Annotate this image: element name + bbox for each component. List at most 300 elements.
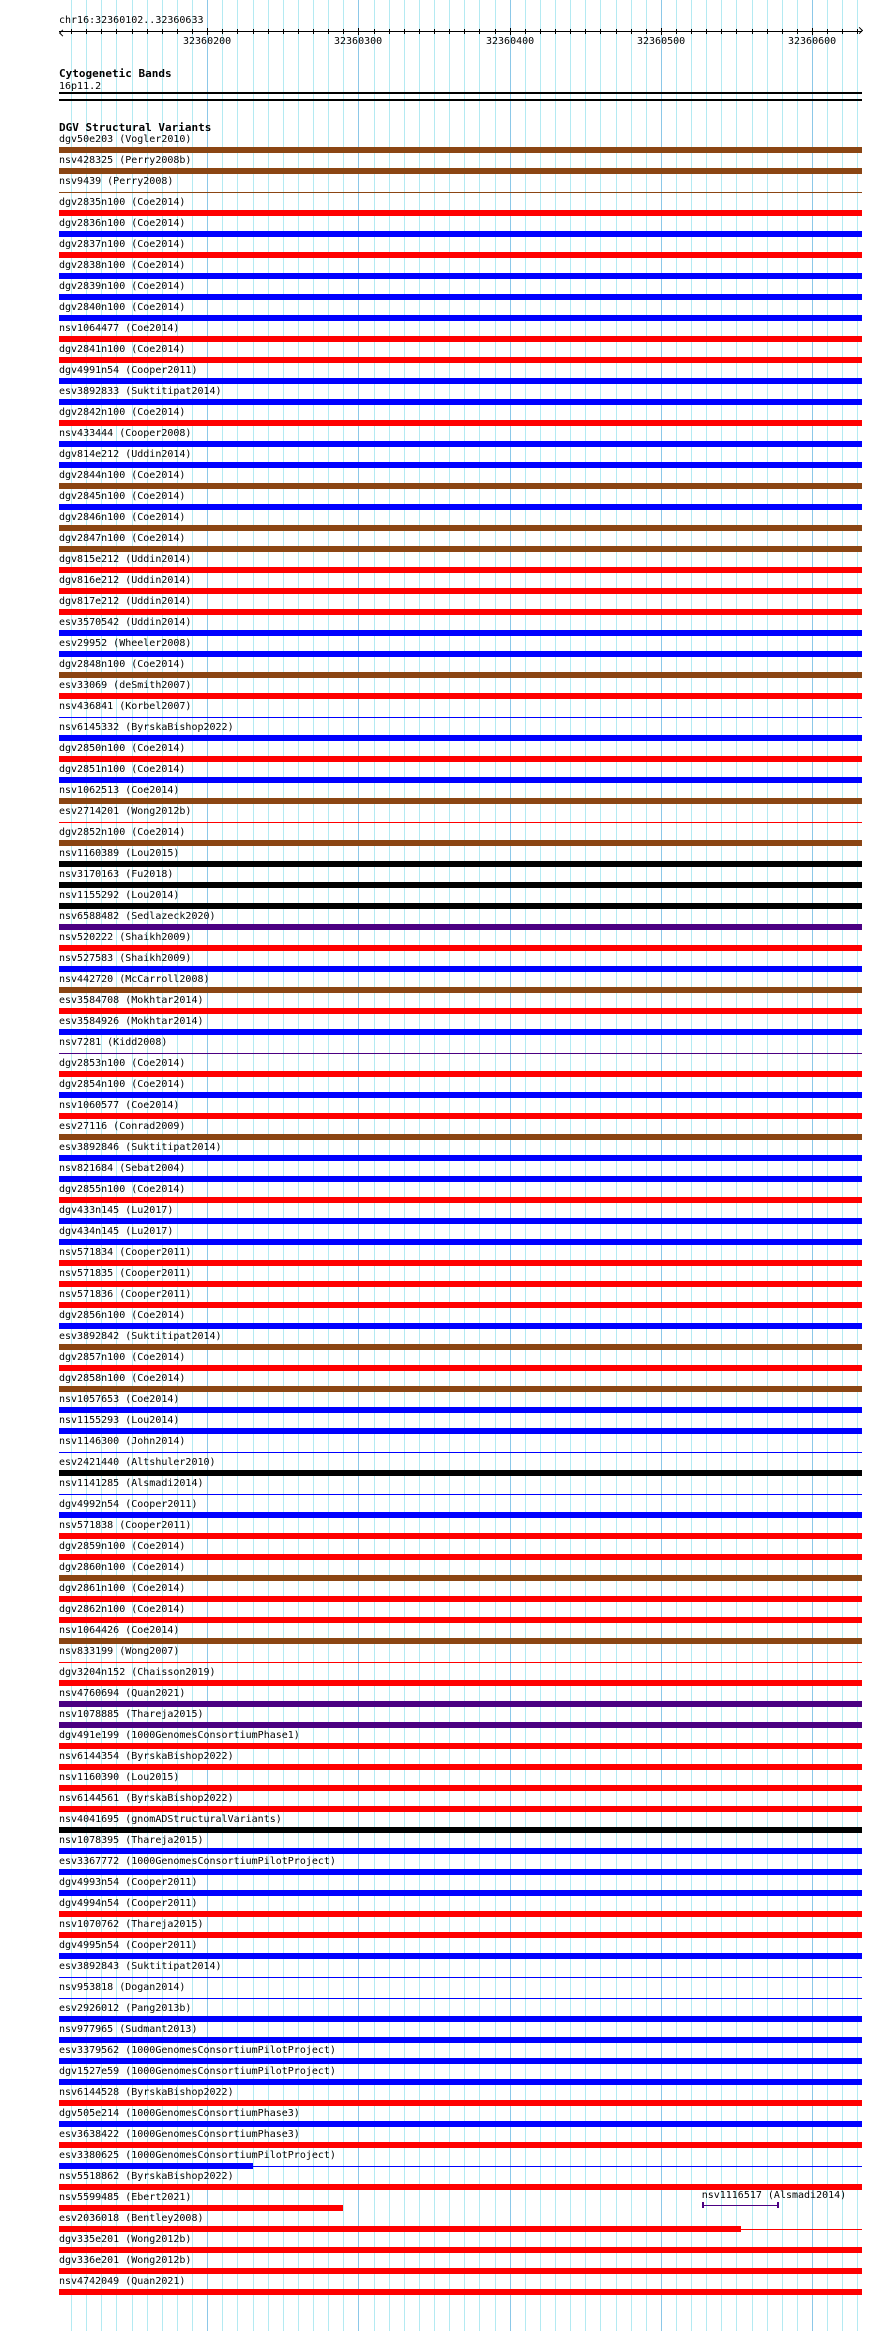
ruler-tick [434, 29, 435, 34]
feature-bar[interactable] [59, 1323, 862, 1329]
feature-bar[interactable] [59, 2163, 253, 2169]
feature-bar[interactable] [59, 588, 862, 594]
grid-line [721, 0, 722, 2331]
ruler-tick [283, 29, 284, 34]
feature-label[interactable]: nsv1064477 (Coe2014) [59, 323, 180, 334]
feature-label[interactable]: nsv6144528 (ByrskaBishop2022) [59, 2087, 234, 2098]
grid-line [782, 0, 783, 2331]
feature-bar[interactable] [59, 252, 862, 258]
feature-label[interactable]: nsv1078885 (Thareja2015) [59, 1709, 204, 1720]
feature-bar[interactable] [59, 231, 862, 237]
feature-label[interactable]: dgv434n145 (Lu2017) [59, 1226, 174, 1237]
feature-label[interactable]: dgv2839n100 (Coe2014) [59, 281, 186, 292]
feature-bar[interactable] [59, 1113, 862, 1119]
feature-label[interactable]: dgv2862n100 (Coe2014) [59, 1604, 186, 1615]
ruler-tick [116, 29, 117, 34]
ruler-tick [86, 29, 87, 34]
feature-label[interactable]: esv3638422 (1000GenomesConsortiumPhase3) [59, 2129, 300, 2140]
feature-bar[interactable] [59, 483, 862, 489]
feature-bar[interactable] [59, 1911, 862, 1917]
feature-label[interactable]: dgv2848n100 (Coe2014) [59, 659, 186, 670]
feature-label[interactable]: nsv1155292 (Lou2014) [59, 890, 180, 901]
feature-label[interactable]: nsv1064426 (Coe2014) [59, 1625, 180, 1636]
ruler-tick [752, 29, 753, 34]
feature-label[interactable]: dgv816e212 (Uddin2014) [59, 575, 192, 586]
feature-label[interactable]: nsv1060577 (Coe2014) [59, 1100, 180, 1111]
feature-bar[interactable] [59, 630, 862, 636]
feature-bar[interactable] [59, 357, 862, 363]
feature-bar[interactable] [59, 1428, 862, 1434]
feature-bar[interactable] [59, 399, 862, 405]
feature-bar[interactable] [59, 924, 862, 930]
feature-bar[interactable] [59, 1869, 862, 1875]
ruler-tick [464, 29, 465, 34]
feature-label[interactable]: esv3379562 (1000GenomesConsortiumPilotProject) [59, 2045, 336, 2056]
feature-label[interactable]: dgv4992n54 (Cooper2011) [59, 1499, 198, 1510]
feature-label[interactable]: nsv833199 (Wong2007) [59, 1646, 180, 1657]
feature-bar[interactable] [59, 1743, 862, 1749]
feature-label[interactable]: dgv2838n100 (Coe2014) [59, 260, 186, 271]
feature-label[interactable]: dgv336e201 (Wong2012b) [59, 2255, 192, 2266]
ruler-tick [132, 29, 133, 34]
feature-bar[interactable] [59, 273, 862, 279]
grid-line [797, 0, 798, 2331]
grid-line [600, 0, 601, 2331]
feature-label[interactable]: dgv815e212 (Uddin2014) [59, 554, 192, 565]
grid-line [616, 0, 617, 2331]
ruler-tick [857, 29, 858, 34]
feature-label[interactable]: nsv6588482 (Sedlazeck2020) [59, 911, 216, 922]
ruler-tick [540, 29, 541, 34]
grid-line [358, 0, 359, 2331]
feature-bar[interactable] [59, 861, 862, 867]
feature-bar[interactable] [59, 147, 862, 153]
feature-bar[interactable] [59, 336, 862, 342]
ruler-tick [253, 29, 254, 34]
ruler-tick [525, 29, 526, 34]
ruler-tick-label: 32360300 [334, 36, 383, 47]
feature-label[interactable]: nsv6144561 (ByrskaBishop2022) [59, 1793, 234, 1804]
grid-line [510, 0, 511, 2331]
feature-label[interactable]: dgv2840n100 (Coe2014) [59, 302, 186, 313]
feature-label[interactable]: nsv821684 (Sebat2004) [59, 1163, 186, 1174]
feature-bar[interactable] [59, 966, 862, 972]
feature-bar[interactable] [59, 1533, 862, 1539]
feature-bar[interactable] [59, 1092, 862, 1098]
grid-line [706, 0, 707, 2331]
feature-bar[interactable] [59, 903, 862, 909]
ruler-tick [797, 29, 798, 34]
grid-line [419, 0, 420, 2331]
ruler-tick-label: 32360600 [788, 36, 837, 47]
feature-cap [702, 2202, 704, 2208]
feature-bar[interactable] [59, 798, 862, 804]
feature-label[interactable]: nsv1070762 (Thareja2015) [59, 1919, 204, 1930]
feature-bar[interactable] [59, 1407, 862, 1413]
feature-label[interactable]: nsv571838 (Cooper2011) [59, 1520, 192, 1531]
grid-line [827, 0, 828, 2331]
ruler-tick [495, 29, 496, 34]
feature-label[interactable]: dgv2847n100 (Coe2014) [59, 533, 186, 544]
feature-label[interactable]: dgv2845n100 (Coe2014) [59, 491, 186, 502]
ruler-axis [59, 31, 862, 32]
feature-label[interactable]: dgv2852n100 (Coe2014) [59, 827, 186, 838]
feature-bar[interactable] [59, 1806, 862, 1812]
feature-label[interactable]: nsv953818 (Dogan2014) [59, 1982, 186, 1993]
feature-label[interactable]: nsv4742049 (Quan2021) [59, 2276, 186, 2287]
feature-label[interactable]: dgv4994n54 (Cooper2011) [59, 1898, 198, 1909]
ruler-tick [585, 29, 586, 34]
feature-bar[interactable] [59, 462, 862, 468]
feature-label[interactable]: nsv1160389 (Lou2015) [59, 848, 180, 859]
feature-bar[interactable] [59, 1977, 862, 1978]
grid-line [570, 0, 571, 2331]
ruler-tick [510, 28, 511, 35]
ruler-tick [600, 29, 601, 34]
feature-bar[interactable] [59, 756, 862, 762]
feature-bar[interactable] [59, 1302, 862, 1308]
feature-label[interactable]: nsv571836 (Cooper2011) [59, 1289, 192, 1300]
feature-bar[interactable] [59, 1470, 862, 1476]
feature-bar[interactable] [59, 1701, 862, 1707]
grid-line [389, 0, 390, 2331]
feature-bar[interactable] [59, 315, 862, 321]
feature-label[interactable]: dgv2842n100 (Coe2014) [59, 407, 186, 418]
feature-bar[interactable] [59, 1638, 862, 1644]
feature-bar[interactable] [59, 192, 862, 193]
grid-line [661, 0, 662, 2331]
feature-bar[interactable] [59, 777, 862, 783]
feature-label[interactable]: dgv2855n100 (Coe2014) [59, 1184, 186, 1195]
feature-bar[interactable] [59, 2016, 862, 2022]
feature-label[interactable]: dgv3204n152 (Chaisson2019) [59, 1667, 216, 1678]
feature-bar[interactable] [59, 294, 862, 300]
feature-label[interactable]: dgv2844n100 (Coe2014) [59, 470, 186, 481]
ruler-tick [691, 29, 692, 34]
feature-bar[interactable] [59, 735, 862, 741]
feature-label[interactable]: nsv1062513 (Coe2014) [59, 785, 180, 796]
ruler-tick-label: 32360500 [637, 36, 686, 47]
feature-label[interactable]: dgv2857n100 (Coe2014) [59, 1352, 186, 1363]
ruler-tick-label: 32360400 [486, 36, 535, 47]
feature-bar[interactable] [59, 567, 862, 573]
grid-line [540, 0, 541, 2331]
feature-label[interactable]: dgv2854n100 (Coe2014) [59, 1079, 186, 1090]
feature-bar[interactable] [59, 168, 862, 174]
feature-label[interactable]: dgv4991n54 (Cooper2011) [59, 365, 198, 376]
feature-label[interactable]: dgv335e201 (Wong2012b) [59, 2234, 192, 2245]
feature-label[interactable]: dgv2841n100 (Coe2014) [59, 344, 186, 355]
feature-bar[interactable] [59, 420, 862, 426]
feature-bar[interactable] [59, 1662, 862, 1663]
feature-label[interactable]: nsv6145332 (ByrskaBishop2022) [59, 722, 234, 733]
feature-bar[interactable] [59, 1053, 862, 1054]
feature-label[interactable]: dgv2856n100 (Coe2014) [59, 1310, 186, 1321]
feature-label[interactable]: dgv2858n100 (Coe2014) [59, 1373, 186, 1384]
feature-bar[interactable] [59, 1554, 862, 1560]
feature-label[interactable]: dgv2851n100 (Coe2014) [59, 764, 186, 775]
feature-label[interactable]: nsv3170163 (Fu2018) [59, 869, 174, 880]
feature-bar[interactable] [59, 1365, 862, 1371]
feature-label[interactable]: dgv491e199 (1000GenomesConsortiumPhase1) [59, 1730, 300, 1741]
ruler-tick [555, 29, 556, 34]
ruler-tick-label: 32360200 [183, 36, 232, 47]
feature-label[interactable]: esv3892842 (Suktitipat2014) [59, 1331, 222, 1342]
feature-label[interactable]: esv27116 (Conrad2009) [59, 1121, 186, 1132]
feature-bar[interactable] [59, 1680, 862, 1686]
feature-label[interactable]: esv3367772 (1000GenomesConsortiumPilotProject) [59, 1856, 336, 1867]
grid-line [495, 0, 496, 2331]
feature-intron-line[interactable] [741, 2229, 862, 2230]
feature-bar[interactable] [59, 2058, 862, 2064]
ruler-tick [419, 29, 420, 34]
feature-label[interactable]: esv2926012 (Pang2013b) [59, 2003, 192, 2014]
feature-label[interactable]: nsv1146300 (John2014) [59, 1436, 186, 1447]
feature-label[interactable]: nsv571834 (Cooper2011) [59, 1247, 192, 1258]
feature-bar[interactable] [59, 378, 862, 384]
feature-label[interactable]: dgv2853n100 (Coe2014) [59, 1058, 186, 1069]
feature-label[interactable]: nsv571835 (Cooper2011) [59, 1268, 192, 1279]
feature-label[interactable]: nsv442720 (McCarroll2008) [59, 974, 210, 985]
grid-line [842, 0, 843, 2331]
feature-label[interactable]: dgv4995n54 (Cooper2011) [59, 1940, 198, 1951]
feature-label[interactable]: esv3584926 (Mokhtar2014) [59, 1016, 204, 1027]
feature-bar[interactable] [59, 1386, 862, 1392]
feature-bar[interactable] [59, 2205, 343, 2211]
feature-bar[interactable] [59, 441, 862, 447]
feature-label[interactable]: nsv1116517 (Alsmadi2014) [701, 2190, 847, 2201]
feature-label[interactable]: dgv2861n100 (Coe2014) [59, 1583, 186, 1594]
feature-label[interactable]: dgv2859n100 (Coe2014) [59, 1541, 186, 1552]
feature-bar[interactable] [59, 1596, 862, 1602]
feature-label[interactable]: dgv1527e59 (1000GenomesConsortiumPilotProject) [59, 2066, 336, 2077]
feature-bar[interactable] [59, 2268, 862, 2274]
feature-bar[interactable] [59, 546, 862, 552]
feature-bar[interactable] [59, 1176, 862, 1182]
feature-label[interactable]: esv3892843 (Suktitipat2014) [59, 1961, 222, 1972]
feature-bar[interactable] [59, 2142, 862, 2148]
feature-label[interactable]: dgv505e214 (1000GenomesConsortiumPhase3) [59, 2108, 300, 2119]
feature-label[interactable]: esv33069 (deSmith2007) [59, 680, 192, 691]
cytoband-label[interactable]: 16p11.2 [59, 81, 102, 92]
grid-line [585, 0, 586, 2331]
feature-label[interactable]: nsv1155293 (Lou2014) [59, 1415, 180, 1426]
ruler-tick [101, 29, 102, 34]
feature-bar[interactable] [59, 840, 862, 846]
ruler-tick [676, 29, 677, 34]
feature-label[interactable]: nsv5518862 (ByrskaBishop2022) [59, 2171, 234, 2182]
feature-bar[interactable] [59, 609, 862, 615]
feature-bar[interactable] [59, 1344, 862, 1350]
feature-bar[interactable] [59, 1281, 862, 1287]
feature-bar[interactable] [59, 2247, 862, 2253]
grid-line [253, 0, 254, 2331]
feature-label[interactable]: nsv5599485 (Ebert2021) [59, 2192, 192, 2203]
grid-line [207, 0, 208, 2331]
feature-label[interactable]: nsv1141285 (Alsmadi2014) [59, 1478, 204, 1489]
grid-line [736, 0, 737, 2331]
feature-label[interactable]: nsv428325 (Perry2008b) [59, 155, 192, 166]
feature-bar[interactable] [59, 2079, 862, 2085]
feature-bar[interactable] [59, 651, 862, 657]
feature-label[interactable]: nsv1078395 (Thareja2015) [59, 1835, 204, 1846]
ruler-tick [162, 29, 163, 34]
feature-label[interactable]: dgv4993n54 (Cooper2011) [59, 1877, 198, 1888]
feature-label[interactable]: esv2714201 (Wong2012b) [59, 806, 192, 817]
feature-bar[interactable] [59, 1722, 862, 1728]
feature-label[interactable]: dgv2860n100 (Coe2014) [59, 1562, 186, 1573]
feature-bar[interactable] [59, 1260, 862, 1266]
feature-bar[interactable] [59, 2289, 862, 2295]
feature-label[interactable]: esv3892846 (Suktitipat2014) [59, 1142, 222, 1153]
grid-line [676, 0, 677, 2331]
feature-label[interactable]: dgv814e212 (Uddin2014) [59, 449, 192, 460]
feature-label[interactable]: dgv50e203 (Vogler2010) [59, 134, 192, 145]
feature-bar[interactable] [59, 1932, 862, 1938]
feature-label[interactable]: nsv1160390 (Lou2015) [59, 1772, 180, 1783]
grid-line [404, 0, 405, 2331]
feature-bar[interactable] [59, 1494, 862, 1495]
grid-line [631, 0, 632, 2331]
feature-bar[interactable] [59, 1134, 862, 1140]
ruler-tick [147, 29, 148, 34]
grid-line [374, 0, 375, 2331]
feature-label[interactable]: dgv2836n100 (Coe2014) [59, 218, 186, 229]
feature-label[interactable]: dgv817e212 (Uddin2014) [59, 596, 192, 607]
ruler-tick [449, 29, 450, 34]
ruler-tick [616, 29, 617, 34]
feature-bar[interactable] [59, 504, 862, 510]
cytoband-line-top [59, 92, 862, 94]
feature-bar[interactable] [59, 1785, 862, 1791]
feature-label[interactable]: nsv977965 (Sudmant2013) [59, 2024, 198, 2035]
feature-bar[interactable] [59, 1575, 862, 1581]
feature-bar[interactable] [59, 1155, 862, 1161]
grid-line [767, 0, 768, 2331]
grid-line [328, 0, 329, 2331]
feature-label[interactable]: nsv4760694 (Quan2021) [59, 1688, 186, 1699]
feature-label[interactable]: nsv7281 (Kidd2008) [59, 1037, 168, 1048]
feature-label[interactable]: nsv9439 (Perry2008) [59, 176, 174, 187]
grid-line [691, 0, 692, 2331]
ruler-tick [374, 29, 375, 34]
ruler-tick [721, 29, 722, 34]
feature-bar[interactable] [59, 1197, 862, 1203]
ruler-tick [71, 29, 72, 34]
ruler-position-label: chr16:32360102..32360633 [59, 15, 204, 26]
ruler-tick [313, 29, 314, 34]
feature-bar[interactable] [59, 1953, 862, 1959]
ruler-tick [222, 29, 223, 34]
feature-label[interactable]: esv3570542 (Uddin2014) [59, 617, 192, 628]
feature-bar[interactable] [59, 1239, 862, 1245]
feature-bar[interactable] [59, 672, 862, 678]
feature-label[interactable]: dgv2846n100 (Coe2014) [59, 512, 186, 523]
feature-bar[interactable] [702, 2205, 779, 2206]
ruler-tick [177, 29, 178, 34]
feature-bar[interactable] [59, 945, 862, 951]
feature-bar[interactable] [59, 2226, 741, 2232]
feature-bar[interactable] [59, 693, 862, 699]
feature-label[interactable]: nsv433444 (Cooper2008) [59, 428, 192, 439]
feature-label[interactable]: esv29952 (Wheeler2008) [59, 638, 192, 649]
feature-bar[interactable] [59, 1617, 862, 1623]
feature-bar[interactable] [59, 987, 862, 993]
feature-label[interactable]: dgv2837n100 (Coe2014) [59, 239, 186, 250]
feature-label[interactable]: nsv1057653 (Coe2014) [59, 1394, 180, 1405]
ruler-tick [631, 29, 632, 34]
feature-bar[interactable] [59, 1827, 862, 1833]
feature-bar[interactable] [59, 1071, 862, 1077]
feature-bar[interactable] [59, 1764, 862, 1770]
feature-bar[interactable] [59, 2100, 862, 2106]
cytogenetic-bands-title: Cytogenetic Bands [59, 67, 172, 80]
cytoband-line-bottom [59, 99, 862, 101]
feature-bar[interactable] [59, 717, 862, 718]
feature-label[interactable]: dgv2850n100 (Coe2014) [59, 743, 186, 754]
feature-bar[interactable] [59, 210, 862, 216]
grid-line [237, 0, 238, 2331]
feature-bar[interactable] [59, 1890, 862, 1896]
grid-line [464, 0, 465, 2331]
feature-label[interactable]: nsv6144354 (ByrskaBishop2022) [59, 1751, 234, 1762]
ruler-tick [767, 29, 768, 34]
feature-bar[interactable] [59, 2037, 862, 2043]
feature-label[interactable]: nsv527583 (Shaikh2009) [59, 953, 192, 964]
feature-bar[interactable] [59, 882, 862, 888]
feature-bar[interactable] [59, 1452, 862, 1453]
feature-label[interactable]: esv2036018 (Bentley2008) [59, 2213, 204, 2224]
grid-line [222, 0, 223, 2331]
feature-label[interactable]: nsv4041695 (gnomADStructuralVariants) [59, 1814, 282, 1825]
feature-label[interactable]: esv3584708 (Mokhtar2014) [59, 995, 204, 1006]
grid-line [268, 0, 269, 2331]
ruler-tick [812, 28, 813, 35]
feature-cap [777, 2202, 779, 2208]
feature-bar[interactable] [59, 1998, 862, 1999]
grid-line [857, 0, 858, 2331]
grid-line [449, 0, 450, 2331]
feature-label[interactable]: dgv2835n100 (Coe2014) [59, 197, 186, 208]
feature-bar[interactable] [59, 525, 862, 531]
ruler-tick [343, 29, 344, 34]
feature-bar[interactable] [59, 1029, 862, 1035]
feature-label[interactable]: esv2421440 (Altshuler2010) [59, 1457, 216, 1468]
ruler-tick [389, 29, 390, 34]
feature-bar[interactable] [59, 1512, 862, 1518]
feature-intron-line[interactable] [253, 2166, 862, 2167]
feature-bar[interactable] [59, 2121, 862, 2127]
grid-line [479, 0, 480, 2331]
feature-label[interactable]: nsv520222 (Shaikh2009) [59, 932, 192, 943]
feature-bar[interactable] [59, 822, 862, 823]
feature-bar[interactable] [59, 1008, 862, 1014]
feature-bar[interactable] [59, 1848, 862, 1854]
feature-label[interactable]: esv3380625 (1000GenomesConsortiumPilotProject) [59, 2150, 336, 2161]
feature-label[interactable]: nsv436841 (Korbel2007) [59, 701, 192, 712]
grid-line [812, 0, 813, 2331]
ruler-tick [842, 29, 843, 34]
grid-line [343, 0, 344, 2331]
feature-label[interactable]: esv3892833 (Suktitipat2014) [59, 386, 222, 397]
ruler-tick [404, 29, 405, 34]
grid-line [434, 0, 435, 2331]
feature-label[interactable]: dgv433n145 (Lu2017) [59, 1205, 174, 1216]
grid-line [283, 0, 284, 2331]
ruler-tick [706, 29, 707, 34]
ruler-tick [479, 29, 480, 34]
feature-bar[interactable] [59, 1218, 862, 1224]
